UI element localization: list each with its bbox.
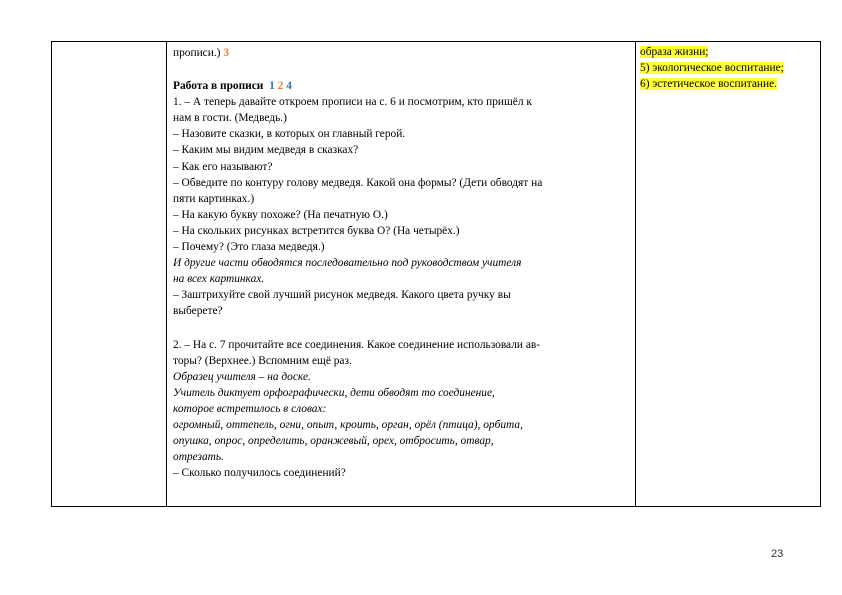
section-heading: Работа в прописи 1 2 4 <box>173 80 292 93</box>
italic-line: Образец учителя – на доске. <box>173 370 311 383</box>
italic-line: Учитель диктует орфографически, дети обводят то соединение, <box>173 386 495 399</box>
text-line: – Почему? (Это глаза медведя.) <box>173 241 325 254</box>
task-number: 4 <box>286 80 292 93</box>
lesson-content-column <box>173 45 638 481</box>
italic-line: которое встретилось в словах: <box>173 402 327 415</box>
text-line: – Как его называют? <box>173 160 273 173</box>
text-line: – На скольких рисунках встретится буква О? (На четырёх.) <box>173 224 460 237</box>
text-line: – Сколько получилось соединений? <box>173 467 346 480</box>
text-line: нам в гости. (Медведь.) <box>173 112 287 125</box>
italic-line: отрезать. <box>173 451 224 464</box>
page-number: 23 <box>771 548 784 560</box>
italic-line: на всех картинках. <box>173 273 265 286</box>
goals-column <box>640 44 820 92</box>
text-line: выберете? <box>173 305 223 318</box>
text-line: – Назовите сказки, в которых он главный герой. <box>173 128 406 141</box>
text-line: – Каким мы видим медведя в сказках? <box>173 144 359 157</box>
text-line: 2. – На с. 7 прочитайте все соединения. Какое соединение использовали ав- <box>173 338 541 351</box>
highlighted-text: 6) эстетическое воспитание. <box>640 78 777 91</box>
column-divider-1 <box>166 42 167 506</box>
task-number: 2 <box>277 80 284 93</box>
text-line: пяти картинках.) <box>173 192 255 205</box>
task-number: 3 <box>223 47 230 59</box>
highlighted-text: 5) экологическое воспитание; <box>640 62 784 75</box>
task-number: 1 <box>269 80 275 93</box>
highlighted-text: образа жизни; <box>640 46 709 58</box>
text-line: 1. – А теперь давайте откроем прописи на с. 6 и посмотрим, кто пришёл к <box>173 96 532 109</box>
text-line: – Обведите по контуру голову медведя. Какой она формы? (Дети обводят на <box>173 176 543 189</box>
lesson-table <box>51 41 821 507</box>
italic-line: опушка, опрос, определить, оранжевый, орех, отбросить, отвар, <box>173 435 494 448</box>
text-line: торы? (Верхнее.) Вспомним ещё раз. <box>173 354 352 367</box>
italic-line: огромный, оттепель, огни, опыт, кроить, орган, орёл (птица), орбита, <box>173 418 523 431</box>
italic-line: И другие части обводятся последовательно под руководством учителя <box>173 257 522 270</box>
text-line: – Заштрихуйте свой лучший рисунок медведя. Какого цвета ручку вы <box>173 289 511 302</box>
text-line: прописи.) 3 <box>173 47 230 59</box>
text-line: – На какую букву похоже? (На печатную О.) <box>173 208 388 221</box>
